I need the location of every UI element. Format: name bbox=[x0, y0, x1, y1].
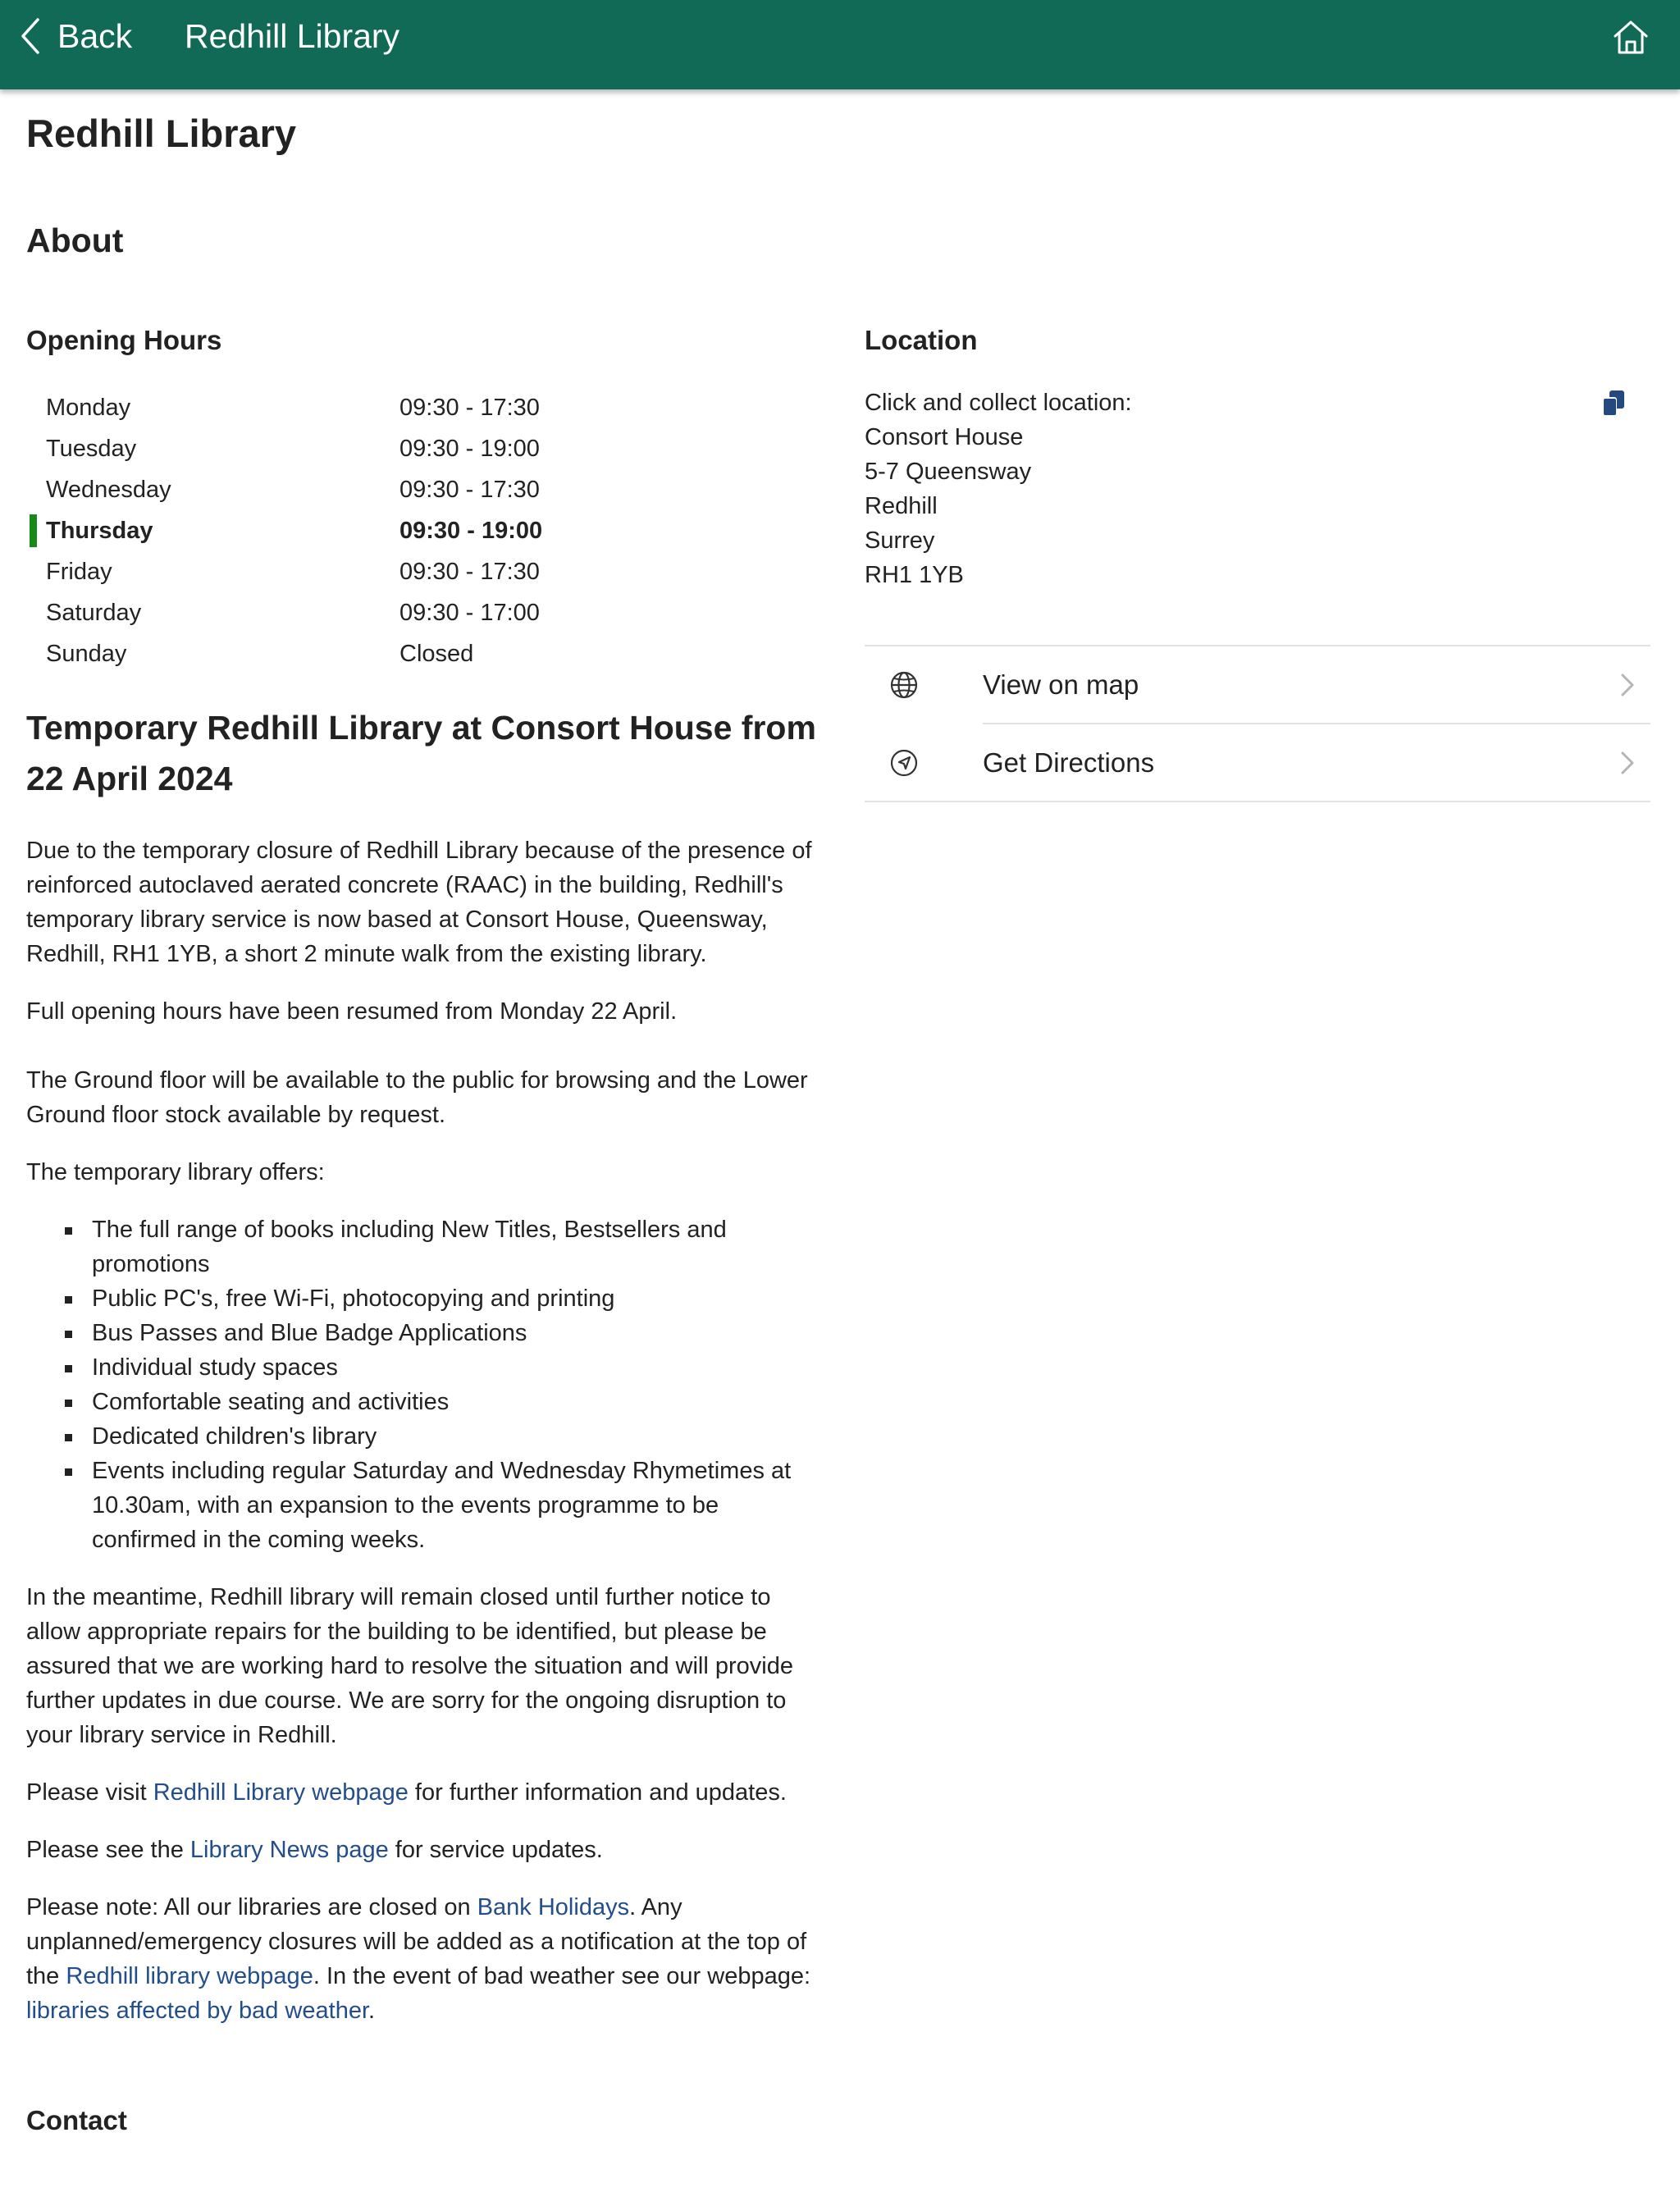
hours-day: Tuesday bbox=[46, 435, 137, 462]
hours-day: Monday bbox=[46, 394, 131, 421]
address-line: 5-7 Queensway bbox=[865, 459, 1032, 485]
hours-row-saturday bbox=[26, 592, 600, 633]
text-segment: Please note: All our libraries are closed on bbox=[26, 1894, 477, 1920]
location-heading: Location bbox=[865, 325, 978, 355]
today-indicator bbox=[30, 514, 37, 547]
globe-icon bbox=[889, 670, 919, 700]
notice-paragraph-closure: Due to the temporary closure of Redhill Library because of the presence of reinforced autoclaved aerated concrete (RAAC) in the building, Redhill's temporary library service is now based at Consort House, Queensway, Redhill, RH1 1YB, a short 2 minute walk from the existing library. bbox=[26, 838, 812, 967]
get-directions-button[interactable] bbox=[865, 724, 1650, 801]
text-segment: . In the event of bad weather see our webpage: bbox=[313, 1963, 811, 1989]
hours-row-wednesday bbox=[26, 469, 600, 510]
hours-day: Thursday bbox=[46, 517, 153, 544]
page-title: Redhill Library bbox=[26, 112, 297, 155]
text-segment: Please see the bbox=[26, 1837, 190, 1863]
redhill-library-webpage-link[interactable]: Redhill Library webpage bbox=[153, 1779, 409, 1806]
hours-time: Closed bbox=[399, 640, 474, 667]
notice-paragraph-hours: Full opening hours have been resumed from Monday 22 April. bbox=[26, 998, 678, 1025]
hours-row-tuesday bbox=[26, 428, 600, 469]
list-item: Events including regular Saturday and Wednesday Rhymetimes at 10.30am, with an expansion to the events programme to be confirmed in the coming weeks. bbox=[26, 1454, 814, 1557]
text-segment: . bbox=[368, 1998, 376, 2024]
notice-heading: Temporary Redhill Library at Consort House from 22 April 2024 bbox=[26, 709, 816, 797]
home-button[interactable] bbox=[1610, 16, 1651, 57]
top-app-bar bbox=[0, 0, 1680, 89]
chevron-right-icon bbox=[1619, 750, 1636, 776]
back-button-label: Back bbox=[57, 16, 133, 55]
hours-row-friday bbox=[26, 551, 600, 592]
redhill-library-webpage-link-2[interactable]: Redhill library webpage bbox=[66, 1963, 313, 1989]
address-line: RH1 1YB bbox=[865, 562, 964, 588]
hours-time: 09:30 - 17:00 bbox=[399, 599, 540, 626]
chevron-right-icon bbox=[1619, 672, 1636, 698]
text-segment: Please visit bbox=[26, 1779, 153, 1806]
notice-paragraph-news bbox=[26, 1833, 830, 1867]
hours-row-sunday bbox=[26, 633, 600, 674]
text-segment: for further information and updates. bbox=[408, 1779, 787, 1806]
hours-day: Saturday bbox=[46, 599, 142, 626]
text-segment: for service updates. bbox=[388, 1837, 603, 1863]
list-item: Public PC's, free Wi-Fi, photocopying and printing bbox=[26, 1281, 814, 1316]
divider bbox=[865, 801, 1650, 802]
address-line: Consort House bbox=[865, 424, 1024, 450]
list-item: Bus Passes and Blue Badge Applications bbox=[26, 1316, 814, 1350]
hours-time: 09:30 - 17:30 bbox=[399, 558, 540, 585]
hours-time: 09:30 - 19:00 bbox=[399, 517, 543, 544]
top-bar-title: Redhill Library bbox=[185, 16, 400, 55]
address-line: Click and collect location: bbox=[865, 390, 1132, 416]
list-item: Dedicated children's library bbox=[26, 1419, 814, 1454]
notice-paragraph-meantime: In the meantime, Redhill library will remain closed until further notice to allow appropriate repairs for the building to be identified, but please be assured that we are working hard to resolve the situation and will provide further updates in due course. We are sorry for the ongoing disruption to your library service in Redhill. bbox=[26, 1584, 793, 1748]
opening-hours-heading: Opening Hours bbox=[26, 325, 222, 355]
hours-time: 09:30 - 19:00 bbox=[399, 435, 540, 462]
address-block bbox=[865, 386, 1132, 592]
address-line: Surrey bbox=[865, 527, 935, 554]
bank-holidays-link[interactable]: Bank Holidays bbox=[477, 1894, 630, 1920]
notice-paragraph-visit bbox=[26, 1775, 830, 1810]
home-icon bbox=[1610, 16, 1651, 57]
list-item: Comfortable seating and activities bbox=[26, 1385, 814, 1419]
hours-day: Sunday bbox=[46, 640, 127, 667]
opening-hours-table bbox=[26, 387, 600, 674]
hours-row-monday bbox=[26, 387, 600, 428]
notice-paragraph-floors: The Ground floor will be available to the public for browsing and the Lower Ground floor stock available by request. bbox=[26, 1067, 808, 1128]
view-on-map-label: View on map bbox=[983, 669, 1139, 700]
text-segment: . Any unplanned/emergency closures will be added as a notification at the top of the bbox=[26, 1894, 807, 1989]
list-item: The full range of books including New Titles, Bestsellers and promotions bbox=[26, 1212, 814, 1281]
copy-address-button[interactable] bbox=[1600, 389, 1628, 418]
hours-day: Friday bbox=[46, 558, 112, 585]
library-news-page-link[interactable]: Library News page bbox=[189, 1837, 389, 1863]
offers-list bbox=[26, 1212, 814, 1557]
about-heading: About bbox=[26, 221, 124, 259]
list-item: Individual study spaces bbox=[26, 1350, 814, 1385]
hours-row-thursday-today bbox=[26, 510, 600, 551]
hours-time: 09:30 - 17:30 bbox=[399, 476, 540, 503]
notice-paragraph-offers-intro: The temporary library offers: bbox=[26, 1159, 325, 1185]
view-on-map-button[interactable] bbox=[865, 646, 1650, 724]
copy-icon bbox=[1600, 389, 1628, 418]
contact-heading: Contact bbox=[26, 2105, 127, 2135]
get-directions-label: Get Directions bbox=[983, 747, 1155, 778]
address-line: Redhill bbox=[865, 493, 938, 519]
notice-paragraph-note bbox=[26, 1890, 830, 2028]
hours-time: 09:30 - 17:30 bbox=[399, 394, 540, 421]
navigation-arrow-icon bbox=[889, 748, 919, 778]
back-button[interactable] bbox=[18, 0, 132, 72]
bad-weather-link[interactable]: libraries affected by bad weather bbox=[26, 1998, 369, 2024]
chevron-left-icon bbox=[18, 16, 43, 56]
hours-day: Wednesday bbox=[46, 476, 171, 503]
